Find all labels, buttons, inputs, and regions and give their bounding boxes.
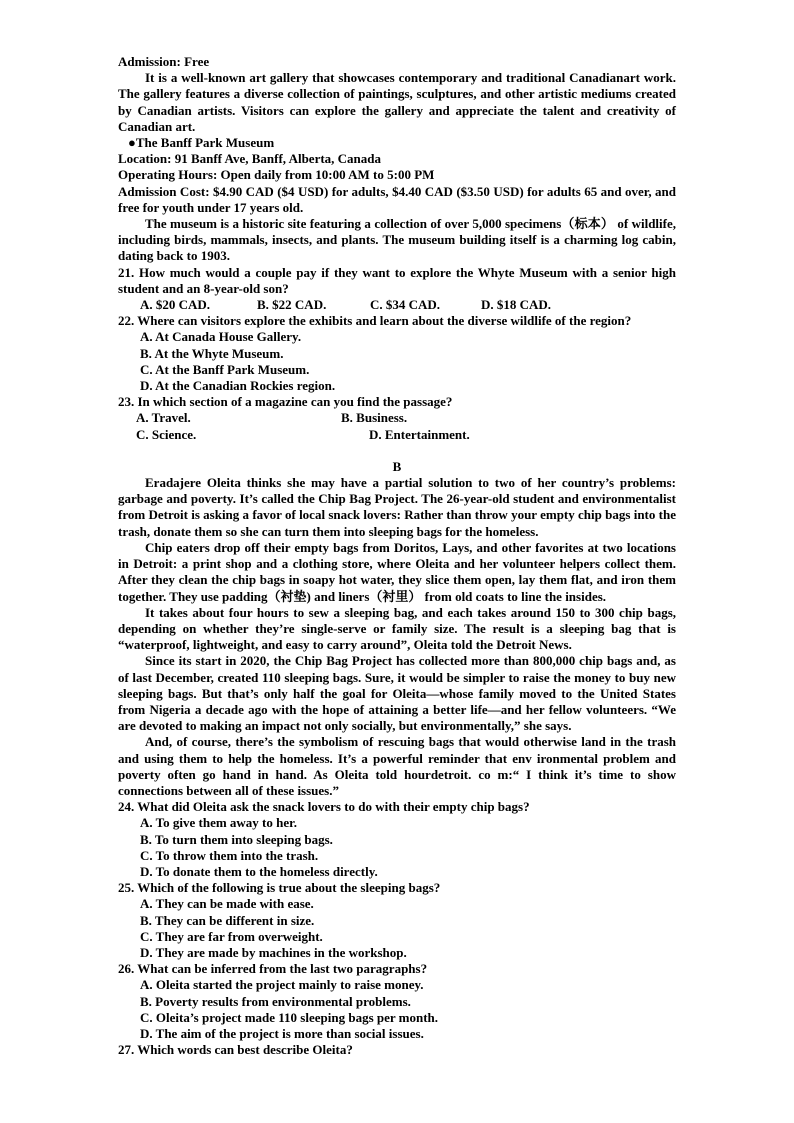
question-23-options-row1 [118,410,676,426]
option-d[interactable]: D. The aim of the project is more than social issues. [140,1025,424,1041]
option-d[interactable]: D. Entertainment. [369,426,470,442]
option-c[interactable]: C. $34 CAD. [370,297,441,313]
option-d[interactable]: D. $18 CAD. [481,297,552,313]
option-b[interactable]: B. Business. [341,410,408,426]
option-a[interactable]: A. Oleita started the project mainly to raise money. [140,977,424,993]
question-23-stem: 23. In which section of a magazine can you find the passage? [118,394,453,410]
option-b[interactable]: B. At the Whyte Museum. [140,345,284,361]
passage-b-paragraph-5: And, of course, there’s the symbolism of rescuing bags that would otherwise land in the trash and using them to help the homeless. It’s a powerful reminder that env ironmental problem and poverty often go hand in hand. As Oleita told hourdetroit. co m:“ I think it’s time to show connections between all of these issues.” [118,734,676,798]
question-24-stem: 24. What did Oleita ask the snack lovers to do with their empty chip bags? [118,799,530,815]
museum-description: The museum is a historic site featuring a collection of over 5,000 specimens（标本） of wildlife, including birds, mammals, insects, and plants. The museum building itself is a charming log cabin, dating back to 1903. [118,216,676,264]
passage-b-paragraph-2: Chip eaters drop off their empty bags from Doritos, Lays, and other favorites at two locations in Detroit: a print shop and a clothing store, where Oleita and her volunteer helpers collect them. After they clean the chip bags in soapy hot water, they slice them open, lay them flat, and iron them together. They use padding（衬垫) and liners（衬里） from old coats to line the insides. [118,539,676,604]
option-c[interactable]: C. Oleita’s project made 110 sleeping bags per month. [140,1009,439,1025]
option-a[interactable]: A. They can be made with ease. [140,896,314,912]
museum-title: ●The Banff Park Museum [128,135,275,151]
question-27-stem: 27. Which words can best describe Oleita? [118,1042,353,1058]
question-22-stem: 22. Where can visitors explore the exhibits and learn about the diverse wildlife of the region? [118,313,632,329]
passage-b-paragraph-3: It takes about four hours to sew a sleeping bag, and each takes around 150 to 300 chip bags, depending on whether they’re single-serve or family size. The result is a sleeping bag that is “waterproof, lightweight, and easy to carry around”, Oleita told the Detroit News. [118,604,676,653]
question-25-stem: 25. Which of the following is true about the sleeping bags? [118,880,441,896]
option-c[interactable]: C. They are far from overweight. [140,928,323,944]
section-b-heading: B [392,458,402,474]
option-b[interactable]: B. To turn them into sleeping bags. [140,831,333,847]
option-b[interactable]: B. Poverty results from environmental problems. [140,993,411,1009]
option-c[interactable]: C. Science. [136,426,197,442]
option-d[interactable]: D. To donate them to the homeless directly. [140,863,378,879]
passage-b-paragraph-4: Since its start in 2020, the Chip Bag Project has collected more than 800,000 chip bags and, as of last December, created 110 sleeping bags. Sure, it would be simpler to raise the money to buy new sleeping bags. But that’s only half the goal for Oleita—whose family moved to the United States from Nigeria a decade ago with the hope of attaining a better life—and her fellow volunteers. “We are devoted to making an impact not only socially, but environmentally,” she says. [118,653,676,734]
option-c[interactable]: C. To throw them into the trash. [140,847,319,863]
option-d[interactable]: D. They are made by machines in the workshop. [140,944,407,960]
option-b[interactable]: B. $22 CAD. [257,297,327,313]
question-26-stem: 26. What can be inferred from the last two paragraphs? [118,961,428,977]
option-a[interactable]: A. $20 CAD. [140,297,211,313]
question-23-options-row2 [118,427,676,443]
option-a[interactable]: A. At Canada House Gallery. [140,329,302,345]
admission-line: Admission: Free [118,54,210,69]
passage-b-paragraph-1: Eradajere Oleita thinks she may have a partial solution to two of her country’s problems: garbage and poverty. It’s called the Chip Bag Project. The 26-year-old student and environmentalist from Detroit is asking a favor of local snack lovers: Rather than throw your empty chip bags into the trash, donate them so she can turn them into sleeping bags for the homeless. [118,475,676,539]
option-c[interactable]: C. At the Banff Park Museum. [140,361,310,377]
exam-page [118,54,676,1058]
museum-hours: Operating Hours: Open daily from 10:00 AM to 5:00 PM [118,167,435,183]
option-a[interactable]: A. To give them away to her. [140,815,297,831]
option-a[interactable]: A. Travel. [136,410,191,426]
option-d[interactable]: D. At the Canadian Rockies region. [140,378,336,394]
option-b[interactable]: B. They can be different in size. [140,912,315,928]
gallery-description: It is a well-known art gallery that showcases contemporary and traditional Canadianart work. The gallery features a diverse collection of paintings, sculptures, and other artistic mediums created by Canadian artists. Visitors can explore the gallery and appreciate the talent and creativity of Canadian art. [118,70,676,134]
question-21-options [118,297,676,313]
museum-location: Location: 91 Banff Ave, Banff, Alberta, Canada [118,151,382,167]
question-21-stem: 21. How much would a couple pay if they want to explore the Whyte Museum with a senior high student and an 8-year-old son? [118,264,676,296]
museum-cost: Admission Cost: $4.90 CAD ($4 USD) for adults, $4.40 CAD ($3.50 USD) for adults 65 and over, and free for youth under 17 years old. [118,183,676,215]
